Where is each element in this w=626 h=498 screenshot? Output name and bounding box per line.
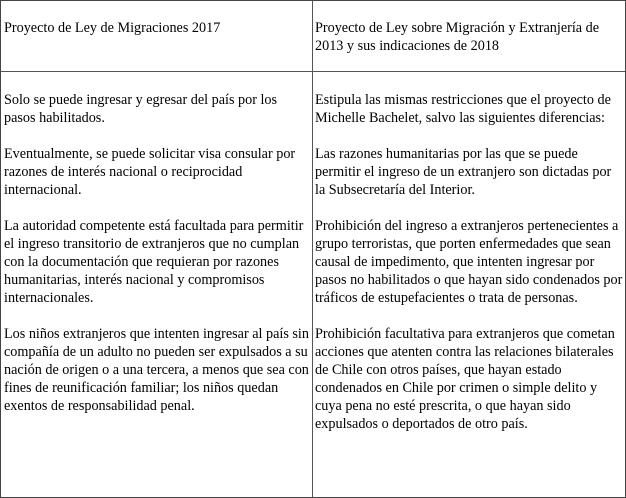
column-divider: [312, 1, 313, 497]
paragraph: Solo se puede ingresar y egresar del país por los pasos habilitados.: [4, 92, 278, 126]
paragraph: Los niños extranjeros que intenten ingresar al país sin compañía de un adulto no pueden ser expulsados a su nación de origen o a una tercera, a menos que sea con fines de reunificación familiar; los niños quedan exentos de responsabilidad penal.: [4, 326, 309, 414]
body-cell-2013-2018: [315, 91, 625, 451]
header-cell-2017: Proyecto de Ley de Migraciones 2017: [4, 20, 221, 36]
header-divider: [1, 71, 625, 72]
paragraph: Prohibición facultativa para extranjeros que cometan acciones que atenten contra las relaciones bilaterales de Chile con otros países, que hayan estado condenados en Chile por crimen o simple delito y cuya pena no esté prescrita, o que hayan sido expulsados o deportados de otro país.: [315, 326, 615, 432]
header-cell-2013-2018: Proyecto de Ley sobre Migración y Extranjería de 2013 y sus indicaciones de 2018: [315, 20, 600, 54]
paragraph: Prohibición del ingreso a extranjeros pertenecientes a grupo terroristas, que porten enfermedades que sean causal de impedimento, que intenten ingresar por pasos no habilitados o que hayan sido condenados por tráficos de estupefacientes o trata de personas.: [315, 218, 623, 306]
paragraph: Eventualmente, se puede solicitar visa consular por razones de interés nacional o reciprocidad internacional.: [4, 146, 296, 198]
paragraph: Las razones humanitarias por las que se puede permitir el ingreso de un extranjero son dictadas por la Subsecretaría del Interior.: [315, 146, 612, 198]
body-cell-2017: [4, 91, 312, 433]
paragraph: La autoridad competente está facultada para permitir el ingreso transitorio de extranjeros que no cumplan con la documentación que requieran por razones humanitarias, interés nacional y compromisos internacionales.: [4, 218, 304, 306]
paragraph: Estipula las mismas restricciones que el proyecto de Michelle Bachelet, salvo las siguientes diferencias:: [315, 92, 611, 126]
